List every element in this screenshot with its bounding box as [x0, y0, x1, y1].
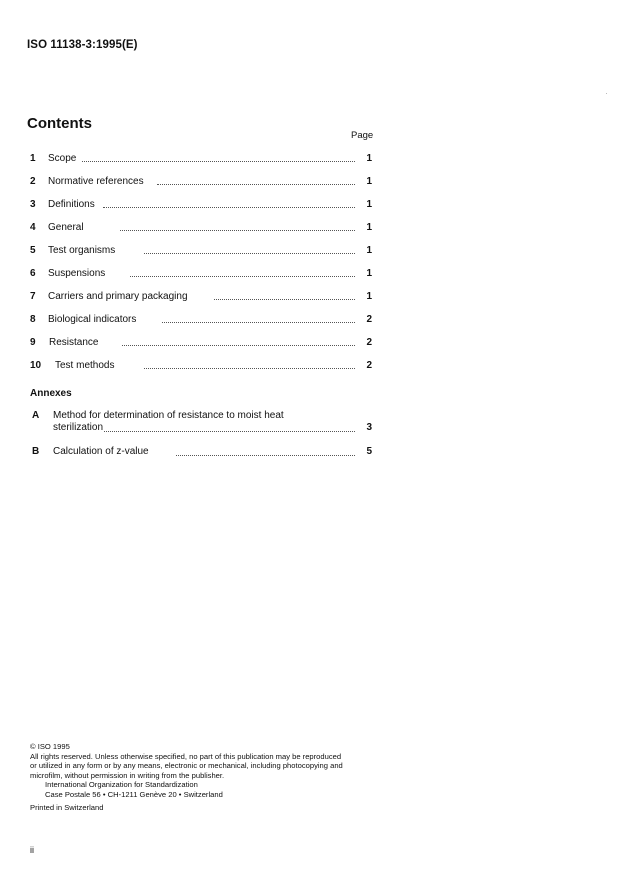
copyright-notice: © ISO 1995 — [30, 742, 70, 751]
toc-entry-label: Scope — [48, 153, 77, 164]
annex-entry[interactable] — [30, 446, 373, 460]
toc-entry-page: 1 — [366, 222, 372, 233]
toc-entry[interactable] — [30, 359, 373, 373]
toc-entry-number: 8 — [30, 314, 36, 325]
printed-in: Printed in Switzerland — [30, 803, 104, 812]
toc-entry-label: General — [48, 222, 84, 233]
toc-entry-label: Carriers and primary packaging — [48, 291, 188, 302]
toc-entry[interactable] — [30, 221, 373, 235]
annex-entry-letter: A — [32, 410, 40, 421]
toc-entry-page: 2 — [366, 360, 372, 371]
toc-entry-number: 1 — [30, 153, 36, 164]
toc-entry-number: 9 — [30, 337, 36, 348]
toc-leader-dots — [120, 230, 355, 231]
toc-leader-dots — [82, 161, 355, 162]
annex-leader-dots — [176, 455, 355, 456]
toc-entry-page: 1 — [366, 291, 372, 302]
toc-entry-page: 1 — [366, 245, 372, 256]
toc-leader-dots — [157, 184, 355, 185]
toc-entry-label: Normative references — [48, 176, 144, 187]
toc-leader-dots — [144, 253, 355, 254]
toc-entry[interactable] — [30, 198, 373, 212]
toc-entry[interactable] — [30, 244, 373, 258]
toc-entry-label: Test methods — [55, 360, 115, 371]
toc-entry-number: 7 — [30, 291, 36, 302]
toc-entry-number: 3 — [30, 199, 36, 210]
toc-entry[interactable] — [30, 267, 373, 281]
annexes-heading: Annexes — [30, 388, 72, 399]
toc-entry-label: Biological indicators — [48, 314, 137, 325]
page-number: ii — [30, 845, 34, 855]
scan-speck — [606, 93, 607, 94]
toc-entry-number: 2 — [30, 176, 36, 187]
toc-leader-dots — [122, 345, 355, 346]
toc-entry-number: 6 — [30, 268, 36, 279]
toc-leader-dots — [103, 207, 355, 208]
annex-entry-label: Calculation of z-value — [53, 446, 149, 457]
copyright-block — [30, 742, 380, 813]
toc-leader-dots — [214, 299, 355, 300]
organization-name: International Organization for Standardization — [45, 780, 198, 789]
toc-entry[interactable] — [30, 175, 373, 189]
toc-entry-page: 1 — [366, 199, 372, 210]
annex-entry[interactable] — [30, 410, 373, 436]
organization-address: Case Postale 56 • CH-1211 Genève 20 • Switzerland — [45, 789, 223, 799]
toc-entry[interactable] — [30, 336, 373, 350]
annex-leader-dots — [104, 431, 355, 432]
annex-entry-letter: B — [32, 446, 40, 457]
toc-entry-page: 2 — [366, 337, 372, 348]
annex-entry-page: 3 — [366, 422, 372, 433]
toc-entry-page: 1 — [366, 153, 372, 164]
annex-entry-page: 5 — [366, 446, 372, 457]
toc-entry-page: 1 — [366, 176, 372, 187]
toc-entry-label: Test organisms — [48, 245, 116, 256]
toc-entry[interactable] — [30, 313, 373, 327]
toc-leader-dots — [162, 322, 355, 323]
toc-entry-label: Suspensions — [48, 268, 106, 279]
toc-entry-label: Resistance — [49, 337, 99, 348]
contents-title: Contents — [27, 115, 92, 132]
toc-entry-number: 4 — [30, 222, 36, 233]
toc-leader-dots — [144, 368, 355, 369]
document-header: ISO 11138-3:1995(E) — [27, 39, 138, 51]
toc-entry-label: Definitions — [48, 199, 95, 210]
page-column-label: Page — [351, 130, 374, 141]
toc-entry-number: 10 — [30, 360, 42, 371]
toc-entry[interactable] — [30, 290, 373, 304]
rights-text-line: or utilized in any form or by any means, electronic or mechanical, including photocopying and — [30, 761, 343, 770]
toc-entry-page: 1 — [366, 268, 372, 279]
annex-entry-label-line1: Method for determination of resistance to moist heat — [53, 410, 284, 421]
rights-text-line: All rights reserved. Unless otherwise specified, no part of this publication may be reproduced — [30, 751, 342, 761]
toc-leader-dots — [130, 276, 355, 277]
rights-text-line: microfilm, without permission in writing from the publisher. — [30, 770, 225, 780]
toc-entry[interactable] — [30, 152, 373, 166]
annex-entry-label-line2: sterilization — [53, 422, 104, 433]
toc-entry-number: 5 — [30, 245, 36, 256]
toc-entry-page: 2 — [366, 314, 372, 325]
